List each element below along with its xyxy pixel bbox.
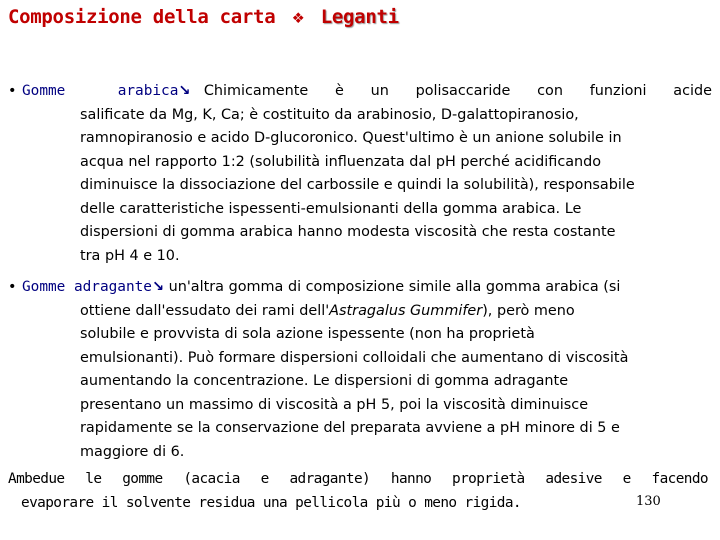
arrow-down-right-icon: ↘ [178, 83, 191, 99]
line-text: salificate da Mg, K, Ca; è costituito da arabinosio, D-galattopiranosio, [80, 106, 579, 123]
closing-line-1: Ambedue le gomme (acacia e adragante) hanno proprietà adesive e facendo [8, 471, 708, 487]
term-label: Gomme adragante [22, 279, 152, 295]
closing-paragraph [8, 468, 708, 515]
closing-line-2: evaporare il solvente residua una pellicola più o meno rigida. [21, 494, 521, 511]
line-text: un'altra gomma di composizione simile alla gomma arabica (si [164, 279, 621, 295]
line-text-before: ottiene dall'essudato dei rami dell' [80, 302, 330, 319]
line-text: delle caratteristiche ispessenti-emulsionanti della gomma arabica. Le [80, 200, 582, 217]
bullet-dot-icon: • [8, 279, 17, 295]
line-text: aumentando la concentrazione. Le dispersioni di gomma adragante [80, 373, 569, 389]
line-text: dispersioni di gomma arabica hanno modesta viscosità che resta costante [80, 224, 616, 240]
line-text: emulsionanti). Può formare dispersioni colloidali che aumentano di viscosità [80, 349, 629, 366]
bullet-gomme-arabica [8, 80, 712, 268]
species-name: Astragalus Gummifer [329, 302, 483, 319]
title-sub: Leganti [320, 6, 399, 28]
bullet-first-text [22, 80, 712, 104]
line-text: maggiore di 6. [80, 443, 185, 460]
bullet-first-line [8, 80, 712, 104]
page-number: 130 [636, 494, 661, 509]
title-main: Composizione della carta [8, 6, 276, 28]
bullet-gomme-adragante [8, 276, 712, 464]
bullet-first-line [8, 276, 712, 300]
line-text: rapidamente se la conservazione del preparata avviene a pH minore di 5 e [80, 420, 620, 436]
line-text: Chimicamente è un polisaccaride con funzioni acide [190, 83, 712, 99]
line-text-after: ), però meno [482, 302, 575, 319]
term-label: Gomme arabica [22, 83, 179, 99]
page-title [8, 6, 399, 28]
bullet-dot-icon: • [8, 83, 17, 99]
line-text: tra pH 4 e 10. [80, 247, 180, 264]
line-text [8, 300, 712, 324]
line-text: acqua nel rapporto 1:2 (solubilità influenzata dal pH perché acidificando [80, 153, 602, 170]
line-text: presentano un massimo di viscosità a pH 5, poi la viscosità diminuisce [80, 396, 589, 413]
arrow-down-right-icon: ↘ [151, 279, 165, 295]
bullet-first-text [22, 276, 712, 300]
diamond-icon: ❖ [292, 6, 304, 28]
line-text: ramnopiranosio e acido D-glucoronico. Quest'ultimo è un anione solubile in [80, 130, 622, 146]
line-text: diminuisce la dissociazione del carbossile e quindi la solubilità), responsabile [80, 177, 635, 193]
line-text: solubile e provvista di sola azione ispessente (non ha proprietà [80, 326, 535, 342]
